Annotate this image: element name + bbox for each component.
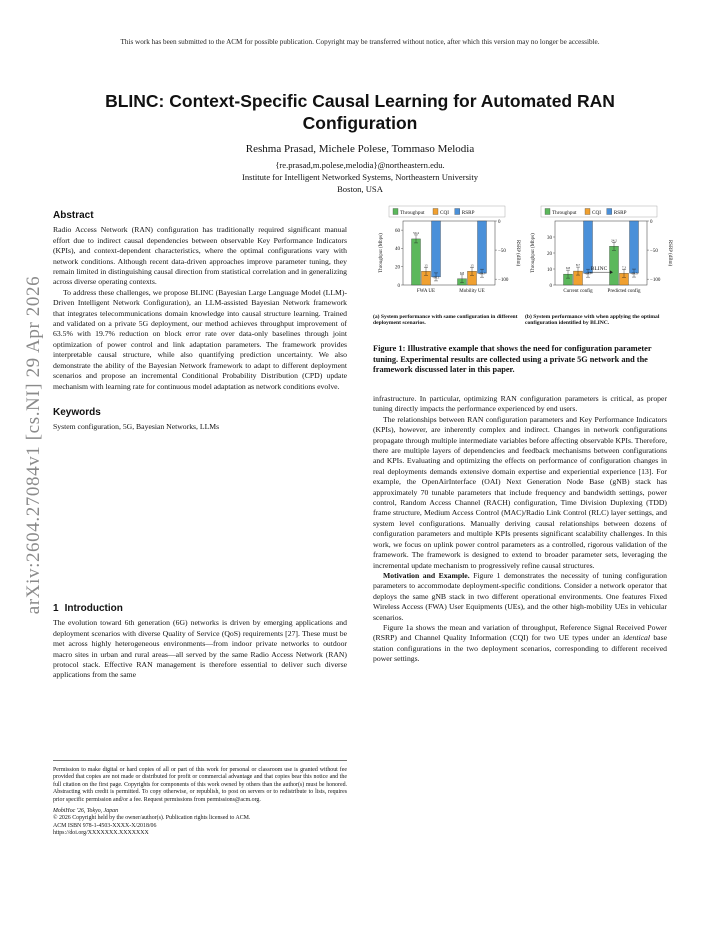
- p4-text-a: Figure 1a shows the mean and variation of throughput, Reference Signal Received Power (RSRP) and Channel Quality Information (CQI) for two UE types under an: [373, 622, 667, 643]
- legend-label-rsrp: RSRP: [613, 209, 627, 216]
- intro-title: Introduction: [64, 603, 123, 614]
- abstract-paragraph-1: Radio Access Network (RAN) configuration has traditionally required significant manual effort due to indirect causal dependencies between observable Key Performance Indicators (KPIs), and context-dependent characteristics, where the optimal configurations vary with network conditions. Although recent data-driven approaches improve parameter tuning, they remain limited in distinguishing causal direction from statistical correlation and in generalizing across diverse operating contexts.: [53, 225, 347, 287]
- legend-swatch-cqi: [433, 209, 438, 215]
- paper-title: [60, 90, 660, 134]
- intro-heading: [53, 604, 347, 614]
- y-tick-label: 0: [397, 283, 400, 289]
- intro-number: 1: [53, 603, 59, 614]
- y2-tick-label: −50: [498, 248, 506, 254]
- right-column: [373, 394, 667, 665]
- data-label: 50.4: [413, 230, 419, 235]
- legend-label-throughput: Throughput: [552, 209, 577, 216]
- legend-label-throughput: Throughput: [400, 209, 425, 216]
- title-line-2: Configuration: [302, 113, 418, 133]
- permission-footnote: [53, 760, 347, 838]
- y-axis-label: Throughput (Mbps): [531, 233, 536, 273]
- author-list: Reshma Prasad, Michele Polese, Tommaso Melodia: [245, 143, 475, 155]
- right-paragraph-4: [373, 623, 667, 665]
- keywords-text: System configuration, 5G, Bayesian Networks, LLMs: [53, 422, 220, 432]
- data-label: 6.8: [459, 270, 465, 275]
- y2-tick-label: −100: [650, 277, 661, 283]
- p4-text-b: base station configurations in the two deployment scenarios, corresponding to different received power settings.: [373, 633, 667, 664]
- legend-swatch-rsrp: [607, 209, 612, 215]
- y2-axis-label: RSRP (dBm): [667, 239, 672, 267]
- affiliation: Institute for Intelligent Networked Systems, Northeastern University: [241, 172, 479, 182]
- y-axis-label: Throughput (Mbps): [379, 233, 384, 273]
- y2-tick-label: 0: [498, 219, 501, 225]
- y-tick-label: 0: [549, 283, 552, 289]
- submission-notice: This work has been submitted to the ACM for possible publication. Copyright may be transferred without notice, after which this version may no longer be accessible.: [120, 38, 600, 46]
- author-emails: {re.prasad,m.polese,melodia}@northeastern.edu.: [275, 160, 445, 170]
- data-label: 6.8: [565, 266, 571, 271]
- intro-paragraph-1: The evolution toward 6th generation (6G) networks is driven by emerging applications and deployment scenarios with diverse Quality of Service (QoS) requirements [27]. These must be met across highly heterogeneous environments—from indoor private networks to outdoor macro sites in urban and rural areas—all served by the same Radio Access Network (RAN) protocol stack. Effective RAN management is therefore essential to deliver such diverse applications from the same: [53, 618, 347, 680]
- y-tick-label: 10: [547, 267, 552, 273]
- motivation-text: Figure 1 demonstrates the necessity of tuning configuration parameters to accommodate deployment-specific conditions. Consider a network operator that deploys the same gNB stack in two different operational environments. One features Fixed Wireless Access (FWA) User Equipments (UEs), and the other high-mobility UEs in vehicular scenarios.: [373, 570, 667, 622]
- x-category-label: Predicted config: [607, 289, 641, 294]
- doi: https://doi.org/XXXXXXX.XXXXXXX: [53, 830, 149, 837]
- blinc-annotation: BLINC: [590, 266, 608, 273]
- arxiv-stamp: arXiv:2604.27084v1 [cs.NI] 29 Apr 2026: [23, 275, 44, 615]
- bar-rsrp: [630, 221, 639, 273]
- chart-a: [373, 205, 521, 305]
- data-label: -89.7: [478, 271, 486, 276]
- bar-throughput: [610, 246, 619, 285]
- venue: MobiHoc '26, Tokyo, Japan: [53, 808, 119, 815]
- data-label: 15: [470, 263, 474, 268]
- data-label: -96.1: [432, 275, 440, 280]
- legend-label-cqi: CQI: [592, 209, 601, 216]
- data-label: 15: [424, 263, 428, 268]
- y2-axis-label: RSRP (dBm): [515, 239, 520, 267]
- y-tick-label: 60: [395, 228, 400, 234]
- location: Boston, USA: [337, 184, 383, 194]
- legend-label-cqi: CQI: [440, 209, 449, 216]
- permission-text: Permission to make digital or hard copies of all or part of this work for personal or classroom use is granted without fee provided that copies are not made or distributed for profit or commercial advantage and that copies bear this notice and the full citation on the first page. Copyrights for components of this work owned by others than the author(s) must be honored. Abstracting with credit is permitted. To copy otherwise, or republish, to post on servers or to redistribute to lists, requires prior specific permission and/or a fee. Request permissions from permissions@acm.org.: [53, 767, 347, 803]
- x-category-label: FWA UE: [416, 289, 436, 294]
- intro-section: [53, 604, 347, 681]
- left-column: [53, 211, 347, 433]
- subcaption-a: (a) System performance with same configuration in different deployment scenarios.: [373, 314, 518, 327]
- isbn: ACM ISBN 978-1-4503-XXXX-X/2018/06: [53, 822, 157, 829]
- data-label: -89.7: [584, 271, 592, 276]
- data-label: 24.2: [611, 238, 617, 243]
- y2-tick-label: −100: [498, 277, 509, 283]
- keywords-heading: Keywords: [53, 406, 101, 418]
- data-label: 8.7: [575, 263, 581, 268]
- legend-label-rsrp: RSRP: [461, 209, 475, 216]
- legend-swatch-cqi: [585, 209, 590, 215]
- right-paragraph-2: The relationships between RAN configuration parameters and Key Performance Indicators (KPIs), however, are inherently complex and indirect. Changes in network configurations propagate through multiple intermediate variables before affecting observable KPIs. Therefore, there are multiple layers of dependencies and feedback mechanisms between configurations and KPIs. Evaluating and optimizing the effects on performance of configuration changes in real deployments demands extensive domain expertise and experiential experience [13]. For example, the OpenAirInterface (OAI) Next Generation Node Base (gNB) stack has approximately 70 tunable parameters that include frequency and bandwidth settings, power control, Random Access Channel (RACH) configuration, Time Division Duplexing (TDD) frame structure, Medium Access Control (MAC)/Radio Link Control (RLC) layer settings, and system level configurations. Manually deriving causal relationships between dozens of configuration parameters and multiple KPIs presents significant scalability challenges. In this work, we focus on uplink power control parameters as a controlled, rigorous validation of the framework. The framework is designed to extend to broader parameter sets, leveraging the incremental update mechanism to progressively refine causal structures.: [373, 414, 667, 570]
- y-tick-label: 40: [395, 247, 400, 253]
- p4-emphasis: identical: [623, 633, 651, 643]
- motivation-paragraph: [373, 571, 667, 623]
- figure-caption: Figure 1: Illustrative example that shows the need for configuration parameter tuning. Experimental results are collected using a private 5G network and the framework discussed later in this paper.: [373, 344, 652, 375]
- chart-b: [525, 205, 673, 305]
- copyright: © 2026 Copyright held by the owner/author(s). Publication rights licensed to ACM.: [53, 815, 251, 822]
- y2-tick-label: −50: [650, 248, 658, 254]
- data-label: 7.3: [621, 265, 627, 270]
- legend-swatch-rsrp: [455, 209, 460, 215]
- title-line-1: BLINC: Context-Specific Causal Learning for Automated RAN: [105, 91, 615, 111]
- y2-tick-label: 0: [650, 219, 653, 225]
- x-category-label: Current config: [563, 289, 593, 294]
- y-tick-label: 20: [547, 251, 552, 257]
- data-label: -89.5: [630, 271, 638, 276]
- right-paragraph-1: infrastructure. In particular, optimizing RAN configuration parameters is critical, as proper tuning directly impacts the performance experienced by end users.: [373, 394, 667, 414]
- legend-swatch-throughput: [545, 209, 550, 215]
- bar-throughput: [412, 239, 421, 285]
- subcaption-b: (b) System performance with when applying the optimal configuration identified by BLINC.: [525, 314, 660, 327]
- bar-rsrp: [478, 221, 487, 273]
- abstract-heading: Abstract: [53, 210, 94, 221]
- motivation-lead: Motivation and Example.: [383, 570, 470, 580]
- y-tick-label: 20: [395, 265, 400, 271]
- x-category-label: Mobility UE: [459, 289, 485, 294]
- legend-swatch-throughput: [393, 209, 398, 215]
- abstract-paragraph-2: To address these challenges, we propose BLINC (Bayesian Large Language Model (LLM)-Driven Intelligent Network Configuration), an LLM-assisted Bayesian Network framework that integrates telecommunications domain knowledge into causal structure learning. Trained and validated on a private 5G deployment, our method achieves throughput improvement of 63.5% with 19.7% reduction on block error rate over data-only baselines through joint optimization of power control and link adaptation parameters. The framework provides interpretable causal structure, while also quantifying prediction uncertainty. We also demonstrate the ability of the Bayesian Network framework to adapt to different deployment scenarios and propose an incremental Conditional Probability Distribution (CPD) update mechanism with learning rate for continuous model adaptation as network conditions evolve.: [53, 287, 347, 391]
- y-tick-label: 30: [547, 235, 552, 241]
